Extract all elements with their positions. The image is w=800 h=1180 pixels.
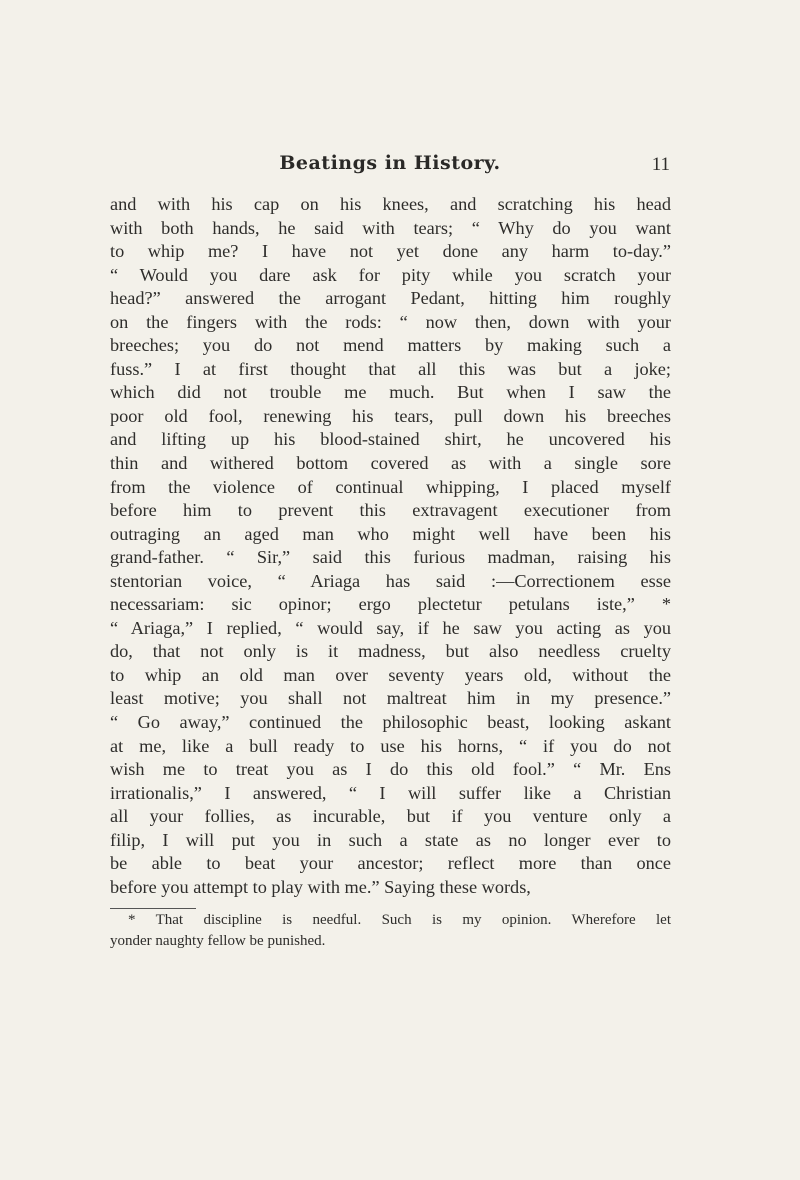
text-line: stentorian voice, “ Ariaga has said :—Correctionem esse [110,570,671,591]
text-line: necessariam: sic opinor; ergo plectetur petulans iste,” * [110,594,671,615]
page-header [110,152,670,184]
text-line: before him to prevent this extravagent executioner from [110,500,671,521]
text-line: filip, I will put you in such a state as no longer ever to [110,829,671,850]
text-line: which did not trouble me much. But when I saw the [110,382,671,403]
text-line: on the fingers with the rods: “ now then, down with your [110,311,671,332]
running-head: Beatings in History. [279,152,501,174]
text-line: head?” answered the arrogant Pedant, hitting him roughly [110,288,671,309]
text-line: thin and withered bottom covered as with a single sore [110,453,671,474]
footnote-rule [110,908,196,909]
text-line: do, that not only is it madness, but also needless cruelty [110,641,671,662]
footnote-line: * That discipline is needful. Such is my opinion. Wherefore let [128,912,671,928]
text-line: wish me to treat you as I do this old fool.” “ Mr. Ens [110,759,671,780]
text-line: “ Would you dare ask for pity while you scratch your [110,264,671,285]
text-line: with both hands, he said with tears; “ Why do you want [110,217,671,238]
page-number: 11 [651,154,670,175]
text-line: to whip me? I have not yet done any harm to-day.” [110,241,671,262]
text-line: before you attempt to play with me.” Saying these words, [110,876,531,897]
text-line: all your follies, as incurable, but if you venture only a [110,806,671,827]
text-line: fuss.” I at first thought that all this was but a joke; [110,358,671,379]
text-line: irrationalis,” I answered, “ I will suffer like a Christian [110,782,671,803]
footnote [110,910,671,952]
text-line: breeches; you do not mend matters by making such a [110,335,671,356]
text-line: be able to beat your ancestor; reflect more than once [110,853,671,874]
text-line: grand-father. “ Sir,” said this furious madman, raising his [110,547,671,568]
footnote-line: yonder naughty fellow be punished. [110,933,326,949]
text-line: outraging an aged man who might well have been his [110,523,671,544]
text-line: at me, like a bull ready to use his horns, “ if you do not [110,735,671,756]
body-text [110,193,671,899]
text-line: poor old fool, renewing his tears, pull down his breeches [110,405,671,426]
text-line: from the violence of continual whipping, I placed myself [110,476,671,497]
text-line: least motive; you shall not maltreat him in my presence.” [110,688,671,709]
text-line: and lifting up his blood-stained shirt, he uncovered his [110,429,671,450]
text-line: “ Ariaga,” I replied, “ would say, if he saw you acting as you [110,617,671,638]
text-line: and with his cap on his knees, and scratching his head [110,194,671,214]
text-line: to whip an old man over seventy years old, without the [110,664,671,685]
text-line: “ Go away,” continued the philosophic beast, looking askant [110,712,671,733]
